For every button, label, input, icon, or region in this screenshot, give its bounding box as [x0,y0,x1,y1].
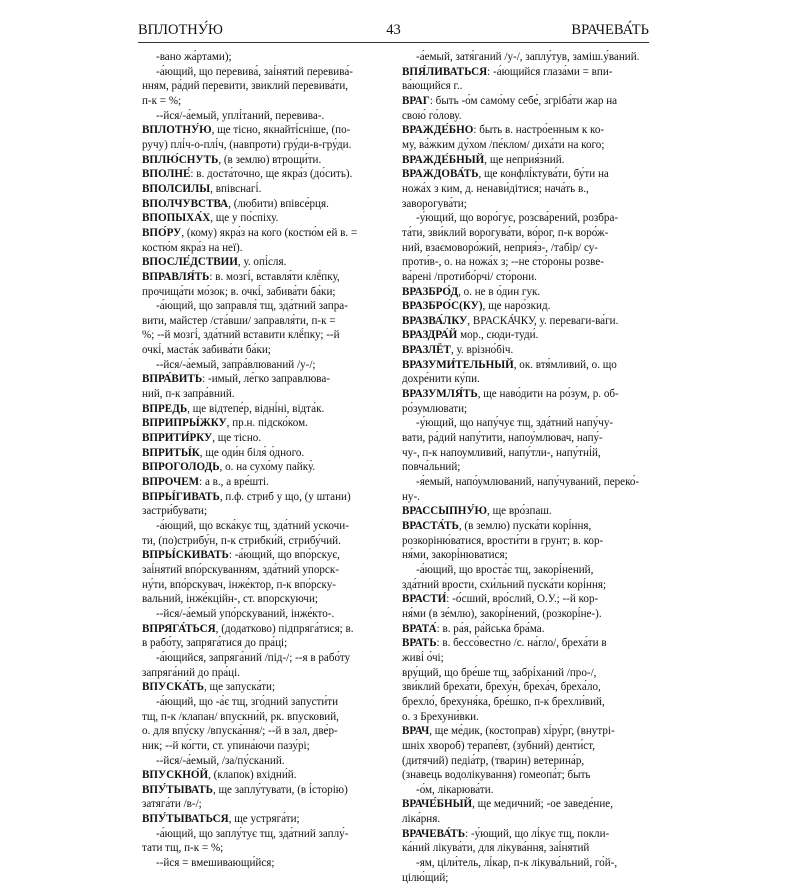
text-line: тати тщ, п-к = %; [142,842,224,855]
text-line: живі́ о́чі; [402,651,444,664]
text-line: --йся/-а́емый, /за/пу́сканий. [156,754,285,767]
text-line: брехло́, брехуня́ка, бре́шко, п-к брехли́вий, [402,695,605,708]
text-line: затяга́ти /в-/; [142,798,202,811]
text-line: заворогува́ти; [402,197,467,210]
text-line: ро́зумлювати; [402,402,468,415]
text-line: ВРАТЬ: в. бессо́вестно /с. на́гло/, бреха́ти в [402,637,607,650]
text-line: ВПРЕДЬ, ще відтепе́р, відні́ні, відта́к. [142,402,325,415]
text-line: заі́нятий впо́рскуванням, зда́тний упорск- [142,563,339,576]
text-line: -а́ющий, що заплу́тує тщ, зда́тний заплу́- [156,827,349,840]
text-line: -а́ющийся, запряга́ний /під-/; --я в рабо́ту [156,651,351,664]
text-line: ВПРИПРЫ́ЖКУ, пр.н. підско́ком. [142,417,308,430]
text-line: застри́бувати; [142,505,208,518]
text-line: ВПРЫ́СКИВАТЬ: -а́ющий, що впо́рскує, [142,549,340,562]
text-line: ВПЛОТНУ́Ю, ще тісно, якнайті́сніше, (по- [142,124,351,137]
text-line: очкі́, маста́к забива́ти ба́ки; [142,344,271,357]
text-line: ручу) плі́ч-о-плі́ч, (навпроти) гру́ди-в-гру́ди. [142,138,352,151]
text-line: --йся/-а́емый, запра́влюваний /у-/; [156,358,316,371]
left-column [142,50,390,871]
text-line: прочища́ти мо́зок; в. очкі́, забива́ти ба́ки; [142,285,336,298]
text-line: ну-. [402,490,420,503]
text-line: зви́клий бреха́ти, бреху́н, бреха́ч, бреха́ло, [402,681,601,694]
text-line: -у́ющий, що напу́чує тщ, зда́тний напу́чу- [416,417,614,430]
text-line: ний, п-к запра́вний. [142,388,235,401]
text-line: ня́ми, закорі́нюватися; [402,549,508,562]
text-line: ВРАЖДЕ́БНО: быть в. настро́енным к ко- [402,124,605,137]
text-line: ВРАЖДЕ́БНЫЙ, ще неприя́зний. [402,153,565,166]
text-line: розкоріню́ватися, врости́ти в грунт; в. кор- [402,534,604,547]
text-line: -о́м, лікарюва́ти. [416,783,494,796]
text-line: ВПОЛСИЛЫ, впівснагі́. [142,182,262,195]
header-left-word: ВПЛОТНУ́Ю [138,22,223,38]
text-line: ний, взаємоворо́жий, неприя́з-, /табір/ су- [402,241,598,254]
text-line: вальний, інже́кційн-, ст. впорскуючи; [142,593,318,606]
text-line: вати, ра́дий напу́тити, напоу́млювач, напу́- [402,432,603,445]
text-line: чу-, п-к напоумливий, напу́тли-, напу́тні́й, [402,446,601,459]
text-line: ВПУСКНО́Й, (клапок) вхідни́й. [142,769,297,782]
text-line: ВПРОГОЛОДЬ, о. на сухо́му пайку́. [142,461,316,474]
text-line: ВРАСТА́ТЬ, (в землю) пуска́ти корі́ння, [402,520,592,532]
text-line: вити, майстер /ста́вши/ заправля́ти, п-к = [142,314,336,327]
text-line: ВРАЧ, ще ме́дик, (костоправ) хі́ру́рг, (внутрі- [402,725,615,738]
text-line: цілю́щий; [402,871,449,884]
text-line: -я́емый, напо́умлюваний, напу́чуваний, переко́- [416,476,640,489]
text-line: ВРАЖДОВА́ТЬ, ще конфлі́ктува́ти, бу́ти на [402,168,609,181]
text-line: ня́ми (в зе́млю), закорі́нений, (розкорі́не-). [402,607,602,620]
text-line: ва́рені /протибо́рчі/ сто́рони. [402,270,537,283]
text-line: ВПОЛЧУВСТВА, (любити) впівсе́рця. [142,197,329,210]
header-rule [138,42,649,43]
text-line: ВРАГ: быть -о́м само́му себе́, згріба́ти жар на [402,94,618,107]
text-line: костю́м якра́з на неї). [142,241,243,254]
text-line: %; --й мозгі́, зда́тний вставити клё́пку; --й [142,329,340,342]
text-line: -а́ющий, що -а́є тщ, зго́дний запусти́ти [156,695,339,708]
text-line: ВПЯ́ЛИВАТЬСЯ: -а́ющийся глаза́ми = впи- [402,65,613,78]
text-line: ВПРАВЛЯ́ТЬ: в. мозгі́, вставля́ти клё́пку, [142,270,340,283]
text-line: ВПРОЧЕМ: а в., а вре́шті. [142,476,269,489]
text-line: ВПРИТИ́РКУ, ще тісно. [142,432,262,445]
text-line: ва́ющийся г.. [402,80,463,93]
text-line: ВРАССЫПНУ́Ю, ще вро́зпаш. [402,505,552,518]
text-line: повча́льний; [402,461,461,474]
text-line: ВПОПЫХА́Х, ще у по́спіху. [142,212,279,225]
text-line: му, ва́жким ду́хом /пе́клом/ диха́ти на кого; [402,138,605,151]
text-line: ВРАЧЕВА́ТЬ: -у́ющий, що лі́кує тщ, покли- [402,827,610,840]
text-line: ник; --й ко́гти, ст. упина́ючи пазу́рі; [142,739,310,752]
text-line: запряга́ний до пра́ці. [142,666,240,679]
text-line: ВРАЗУМИ́ТЕЛЬНЫЙ, ок. втя́мливий, о. що [402,358,617,371]
header-right-word: ВРАЧЕВА́ТЬ [571,22,649,38]
text-line: ВПО́РУ, (кому) якра́з на кого (костю́м ей в. = [142,226,358,239]
text-line: --йся/-а́емый упо́рскуваний, інже́кто-. [156,607,335,620]
right-column [402,50,650,885]
text-line: ВРАСТИ́: -о́сший, вро́слий, О.У.; --й кор- [402,593,599,606]
text-line: ВПУСКА́ТЬ, ще запуска́ти; [142,681,276,694]
text-line: -а́емый, затя́ганий /у-/, заплу́тув, заміш.у́ваний. [416,51,640,63]
text-line: (знавець водолікування) гомеопа́т; быть [402,769,591,782]
text-line: --йся = вмешивающи́йся; [156,857,275,870]
text-line: ВПРЫ́ГИВАТЬ, п.ф. стриб у що, (у штани) [142,490,351,503]
text-line: ВПУ́ТЫВАТЬСЯ, ще устряга́ти; [142,813,300,826]
text-line: проти́в-, о. на ножа́х з; --не сто́роны розве- [402,256,604,269]
text-line: ВРАЗБРО́Д, о. не в о́дин гук. [402,285,541,298]
text-line: ВПОСЛЕ́ДСТВИИ, у. опі́сля. [142,256,287,269]
text-line: нням, ра́дий перевити, звиклий перевива́ти, [142,80,349,93]
text-line: ти, (по)стрибу́н, п-к стрибки́й, стрибу́чий. [142,534,341,547]
text-line: свою́ го́лову. [402,109,462,122]
text-line: -а́ющий, що вска́кує тщ, зда́тний ускочи- [156,520,349,532]
text-line: ВПРА́ВИТЬ: -имый, ле́гко заправлюва- [142,373,330,386]
text-line: -а́ющий, що перевива́, заі́нятий перевива́- [156,65,353,78]
text-line: о. з Брехуни́вки. [402,710,479,723]
text-line: тщ, п-к /клапан/ впускни́й, рк. впусковий, [142,710,339,723]
text-line: зда́тний врости, схи́льний пуска́ти корі́ння; [402,578,607,591]
text-line: ВПЛЮ́СНУТЬ, (в землю) втрощи́ти. [142,153,322,166]
text-line: ВРАЗУМЛЯ́ТЬ, ще наво́дити на ро́зум, р. об- [402,388,619,401]
text-line: ВРАЗДРА́Й мор., сюди-туди́. [402,329,539,342]
text-line: вру́щий, що бре́ше тщ, забрі́ханий /про-/, [402,666,597,679]
text-line: дохре́нити ку́пи. [402,373,480,386]
text-line: ВРАТА́: в. ра́я, ра́йська бра́ма. [402,622,545,635]
text-line: ВПРИТЫ́К, ще оди́н біля́ о́дного. [142,446,305,459]
text-line: --йся/-а́емый, уплі́таний, перевива-. [156,109,325,122]
text-line: -вано жа́ртами); [156,51,232,63]
page-number: 43 [386,22,401,38]
text-line: (дитячий) педіа́тр, (тварин) ветерина́р, [402,754,585,767]
text-line: ВРАЗВА́ЛКУ, ВРАСКА́ЧКУ, у. переваги-ва́ги. [402,314,619,327]
text-line: ножа́х з ким, д. ненави́дітися; нача́ть в., [402,182,589,195]
text-line: ВРАЗБРО́С(КУ), ще наро́зкид. [402,300,551,313]
text-line: шніх хвороб) терапе́вт, (зубний) денти́ст, [402,739,595,752]
text-line: ВРАЗЛЁТ, у. врізно́біч. [402,344,514,357]
text-line: ВРАЧЕ́БНЫЙ, ще медичний; -ое заведе́ние, [402,798,613,811]
text-line: -у́ющий, що воро́гує, розсва́рений, розбра- [416,212,619,225]
page-header [138,20,649,40]
text-line: та́ти, зви́клий ворогува́ти, во́рог, п-к воро́ж- [402,226,609,239]
text-line: ка́ний лікува́ти, для лікува́ння, заі́нятий [402,842,590,855]
text-line: ліка́рня. [402,813,441,826]
text-line: -ям, ціли́тель, лі́кар, п-к лікува́льний, го́й-, [416,857,618,870]
text-line: -а́ющий, що заправля́ тщ, зда́тний запра- [156,300,348,313]
text-line: ВПОЛНЕ́: в. доста́точно, ще якра́з (до́сить). [142,168,353,181]
text-line: ВПУ́ТЫВАТЬ, ще заплу́тувати, (в і́сторію) [142,783,348,796]
text-line: п-к = %; [142,94,182,107]
text-line: в рабо́ту, запряга́тися до пра́ці; [142,637,288,650]
text-line: -а́ющий, що вроста́є тщ, закорі́нений, [416,563,594,576]
text-line: ну́ти, впо́рскувач, інже́ктор, п-к впо́рску- [142,578,336,591]
text-line: о. для впу́ску /впуска́ння/; --й в зал, две́р- [142,725,338,738]
text-line: ВПРЯГА́ТЬСЯ, (додатково) підпряга́тися; в. [142,622,354,635]
